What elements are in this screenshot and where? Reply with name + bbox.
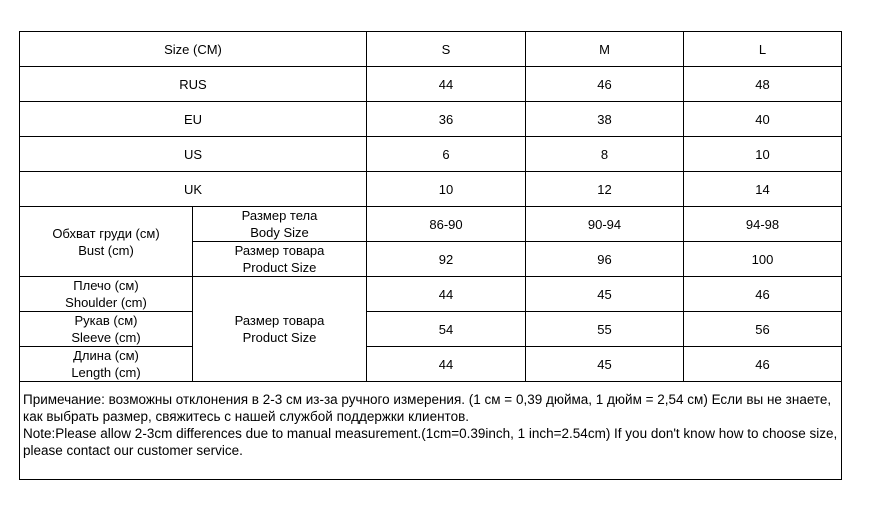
sleeve-s: 54 — [367, 312, 526, 347]
shoulder-label-en: Shoulder (cm) — [65, 295, 147, 310]
header-size-m: M — [526, 32, 684, 67]
note-ru: Примечание: возможны отклонения в 2-3 см из-за ручного измерения. (1 см = 0,39 дюйма, 1 дюйм = 2,54 см) Если вы не знаете, как выбрать размер, свяжитесь с нашей службой поддержки клиентов. — [23, 392, 832, 424]
sleeve-label-ru: Рукав (см) — [74, 313, 138, 328]
eu-m: 38 — [526, 102, 684, 137]
length-l: 46 — [684, 347, 842, 382]
rus-row — [20, 67, 842, 102]
shoulder-label — [20, 277, 193, 312]
uk-m: 12 — [526, 172, 684, 207]
eu-s: 36 — [367, 102, 526, 137]
note-row — [20, 382, 842, 480]
eu-row — [20, 102, 842, 137]
bust-body-m: 90-94 — [526, 207, 684, 242]
eu-label: EU — [20, 102, 367, 137]
uk-s: 10 — [367, 172, 526, 207]
header-row — [20, 32, 842, 67]
note-en: Note:Please allow 2-3cm differences due to manual measurement.(1cm=0.39inch, 1 inch=2.54cm) If you don't know how to choose size, please contact our customer service. — [23, 426, 838, 458]
sleeve-label — [20, 312, 193, 347]
header-size-label: Size (CM) — [20, 32, 367, 67]
sleeve-m: 55 — [526, 312, 684, 347]
shoulder-m: 45 — [526, 277, 684, 312]
us-label: US — [20, 137, 367, 172]
rus-s: 44 — [367, 67, 526, 102]
body-size-label — [193, 207, 367, 242]
bust-label — [20, 207, 193, 277]
eu-l: 40 — [684, 102, 842, 137]
length-label — [20, 347, 193, 382]
bust-label-en: Bust (cm) — [78, 242, 134, 258]
product-size-label-ru: Размер товара — [234, 243, 325, 258]
product-size-label — [193, 242, 367, 277]
us-row — [20, 137, 842, 172]
uk-row — [20, 172, 842, 207]
uk-l: 14 — [684, 172, 842, 207]
product-size-group-label-en: Product Size — [242, 330, 317, 345]
length-label-ru: Длина (см) — [73, 348, 139, 363]
bust-body-row — [20, 207, 842, 242]
bust-product-s: 92 — [367, 242, 526, 277]
body-size-label-en: Body Size — [250, 225, 309, 240]
shoulder-row — [20, 277, 842, 312]
product-size-group-label-ru: Размер товара — [234, 313, 325, 328]
rus-m: 46 — [526, 67, 684, 102]
us-s: 6 — [367, 137, 526, 172]
us-l: 10 — [684, 137, 842, 172]
length-row — [20, 347, 842, 382]
length-label-en: Length (cm) — [71, 365, 141, 380]
bust-body-l: 94-98 — [684, 207, 842, 242]
length-s: 44 — [367, 347, 526, 382]
bust-body-s: 86-90 — [367, 207, 526, 242]
shoulder-l: 46 — [684, 277, 842, 312]
sleeve-label-en: Sleeve (cm) — [71, 330, 141, 345]
rus-label: RUS — [20, 67, 367, 102]
header-size-l: L — [684, 32, 842, 67]
sleeve-l: 56 — [684, 312, 842, 347]
sleeve-row — [20, 312, 842, 347]
length-m: 45 — [526, 347, 684, 382]
product-size-label-en: Product Size — [242, 260, 317, 275]
bust-label-ru: Обхват груди (см) — [52, 225, 160, 241]
uk-label: UK — [20, 172, 367, 207]
rus-l: 48 — [684, 67, 842, 102]
note-cell — [20, 382, 842, 480]
size-chart-table — [19, 31, 842, 480]
bust-product-l: 100 — [684, 242, 842, 277]
bust-product-m: 96 — [526, 242, 684, 277]
header-size-s: S — [367, 32, 526, 67]
shoulder-label-ru: Плечо (см) — [73, 278, 139, 293]
product-size-group-label — [193, 277, 367, 382]
shoulder-s: 44 — [367, 277, 526, 312]
us-m: 8 — [526, 137, 684, 172]
body-size-label-ru: Размер тела — [241, 208, 318, 223]
